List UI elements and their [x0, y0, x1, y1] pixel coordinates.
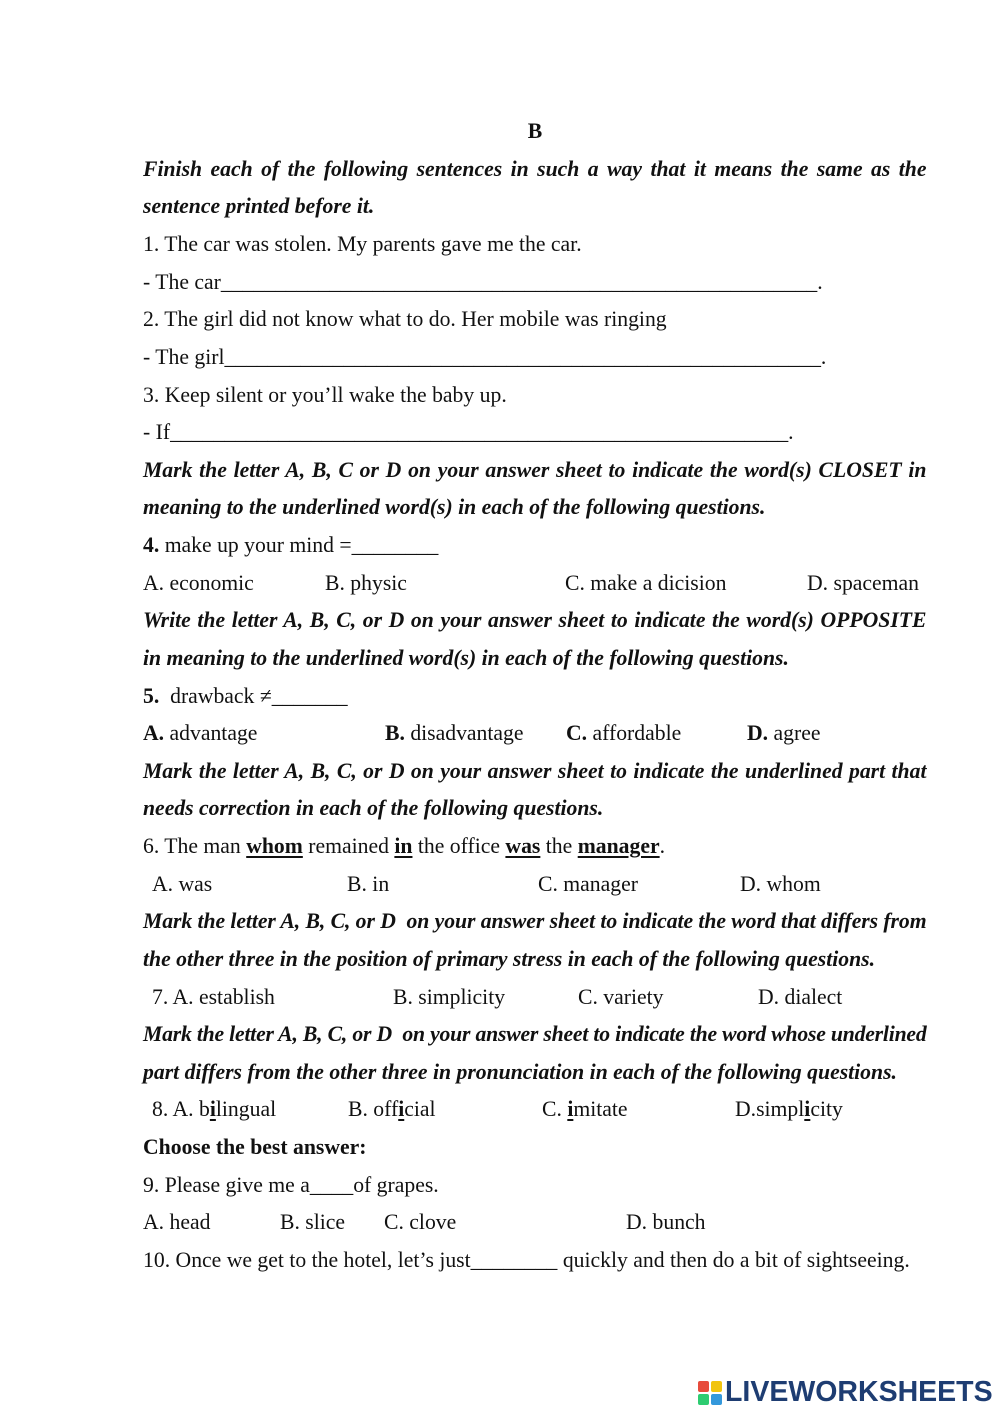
option-d [735, 1091, 843, 1129]
option-letter: B. [385, 721, 405, 746]
option-d: D. dialect [758, 984, 843, 1009]
question-10-prompt: 10. Once we get to the hotel, let’s just________ quickly and then do a bit of sightseeing. [143, 1247, 910, 1272]
option-text: D.simpl [735, 1097, 805, 1122]
underlined-part-d: manager [577, 834, 660, 859]
question-9-prompt: 9. Please give me a____of grapes. [143, 1172, 439, 1197]
question-text: remained [302, 834, 395, 859]
question-1-prompt: 1. The car was stolen. My parents gave me the car. [143, 232, 582, 257]
option-text: cial [404, 1097, 436, 1122]
question-2-prompt: 2. The girl did not know what to do. Her mobile was ringing [143, 307, 667, 332]
instruction-text: Mark the letter A, B, C, or D on your answer sheet to indicate the word that differs from [143, 909, 927, 934]
option-text: affordable [587, 721, 682, 746]
closest-instruction-line-2 [143, 489, 927, 527]
option-letter: A. [143, 721, 165, 746]
question-8-options [143, 1091, 927, 1129]
option-text: mitate [573, 1097, 628, 1122]
option-c [566, 715, 681, 753]
stress-instruction-line-2 [143, 941, 927, 979]
question-text: the office [412, 834, 506, 859]
underlined-letter: i [209, 1097, 216, 1122]
worksheet-body [143, 113, 927, 1279]
instruction-text: Mark the letter A, B, C, or D on your answer sheet to indicate the word whose underlined [143, 1022, 927, 1047]
instruction-text: Mark the letter A, B, C, or D on your answer sheet to indicate the underlined part that [143, 758, 927, 783]
option-c: C. manager [538, 871, 638, 896]
question-1-answer-line: - The car_______________________________________________________. [143, 269, 823, 294]
liveworksheets-logo-text: LIVEWORKSHEETS [725, 1376, 993, 1408]
instruction-text: sentence printed before it. [143, 194, 375, 219]
question-number: 4. [143, 533, 160, 558]
correction-instruction-line-1 [143, 753, 927, 791]
underlined-letter: i [804, 1097, 811, 1122]
option-a [143, 715, 257, 753]
option-text: 8. A. b [152, 1097, 210, 1122]
question-text: make up your mind =________ [159, 533, 439, 558]
instruction-text: Mark the letter A, B, C or D on your answer sheet to indicate the word(s) CLOSET in [143, 457, 927, 482]
option-c [542, 1091, 628, 1129]
section-heading: B [527, 119, 543, 144]
rewrite-instruction-line-2 [143, 188, 927, 226]
instruction-text: the other three in the position of primary stress in each of the following questions. [143, 946, 876, 971]
option-text: lingual [215, 1097, 277, 1122]
instruction-text: Finish each of the following sentences in such a way that it means the same as the [143, 156, 927, 181]
question-6-options [143, 866, 927, 904]
option-b: B. simplicity [393, 984, 506, 1009]
option-c: C. make a dicision [565, 570, 727, 595]
question-2-answer-line: - The girl_______________________________________________________. [143, 344, 827, 369]
option-c: C. clove [384, 1210, 457, 1235]
underlined-part-c: was [505, 834, 541, 859]
question-4 [143, 527, 927, 565]
instruction-text: Write the letter A, B, C, or D on your answer sheet to indicate the word(s) OPPOSITE [143, 608, 927, 633]
option-a: A. was [152, 871, 213, 896]
question-text: 6. The man [143, 834, 247, 859]
question-text: . [659, 834, 666, 859]
option-a: 7. A. establish [152, 984, 275, 1009]
opposite-instruction-line-2 [143, 640, 927, 678]
question-7-options [143, 979, 927, 1017]
option-text: C. [542, 1097, 568, 1122]
question-3-answer-line: - If_________________________________________________________. [143, 420, 794, 445]
option-b: B. in [347, 871, 390, 896]
underlined-letter: i [567, 1097, 574, 1122]
option-letter: C. [566, 721, 588, 746]
instruction-text: in meaning to the underlined word(s) in each of the following questions. [143, 645, 789, 670]
option-text: city [810, 1097, 843, 1122]
option-d: D. whom [740, 871, 821, 896]
underlined-part-b: in [394, 834, 413, 859]
instruction-text: needs correction in each of the following questions. [143, 796, 604, 821]
liveworksheets-logo [698, 1377, 996, 1407]
opposite-instruction-line-1 [143, 602, 927, 640]
option-b [385, 715, 524, 753]
question-text: the [540, 834, 578, 859]
option-text: B. off [348, 1097, 399, 1122]
underlined-part-a: whom [246, 834, 303, 859]
option-text: advantage [164, 721, 258, 746]
instruction-text: part differs from the other three in pronunciation in each of the following questions. [143, 1059, 897, 1084]
question-text: drawback ≠_______ [159, 683, 348, 708]
liveworksheets-logo-icon [698, 1381, 722, 1405]
correction-instruction-line-2 [143, 790, 927, 828]
option-c: C. variety [578, 984, 664, 1009]
option-text: agree [768, 721, 821, 746]
question-5 [143, 678, 927, 716]
option-b: B. slice [280, 1210, 346, 1235]
option-d: D. bunch [626, 1210, 706, 1235]
question-number: 5. [143, 683, 160, 708]
closest-instruction-line-1 [143, 452, 927, 490]
rewrite-instruction-line-1 [143, 151, 927, 189]
question-9-options [143, 1204, 927, 1242]
stress-instruction-line-1 [143, 903, 927, 941]
question-5-options [143, 715, 927, 753]
option-b [348, 1091, 436, 1129]
option-a: A. head [143, 1210, 211, 1235]
question-3-prompt: 3. Keep silent or you’ll wake the baby up. [143, 382, 507, 407]
underlined-letter: i [398, 1097, 405, 1122]
best-answer-instruction: Choose the best answer: [143, 1135, 367, 1160]
option-a: A. economic [143, 570, 254, 595]
option-d [747, 715, 820, 753]
pronunciation-instruction-line-1 [143, 1016, 927, 1054]
pronunciation-instruction-line-2 [143, 1054, 927, 1092]
option-a [152, 1091, 276, 1129]
question-6 [143, 828, 927, 866]
option-d: D. spaceman [807, 570, 920, 595]
question-4-options [143, 565, 927, 603]
instruction-text: meaning to the underlined word(s) in each of the following questions. [143, 495, 766, 520]
option-b: B. physic [325, 570, 407, 595]
option-letter: D. [747, 721, 769, 746]
option-text: disadvantage [404, 721, 524, 746]
